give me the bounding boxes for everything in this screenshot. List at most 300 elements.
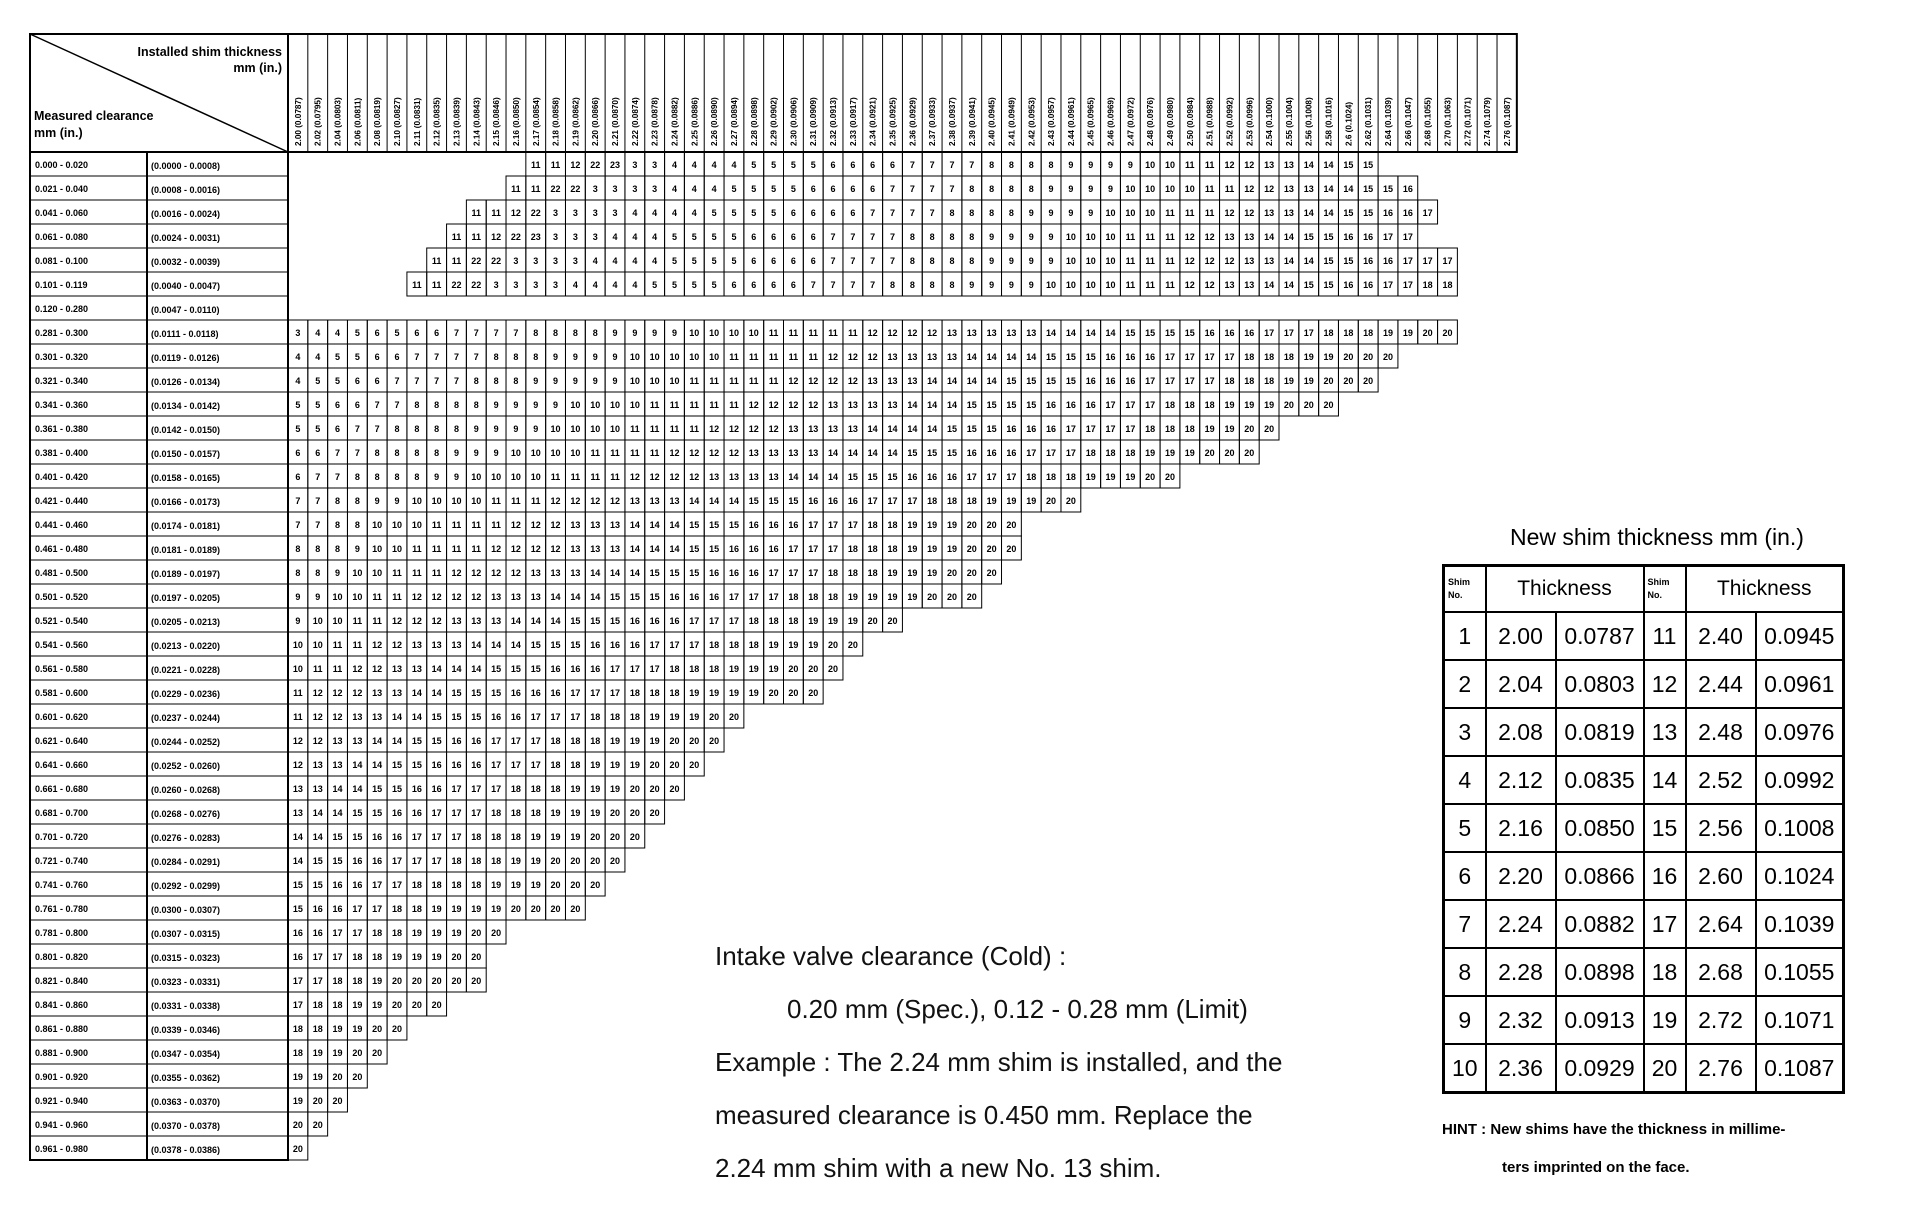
shim-number-value: 8 bbox=[949, 256, 955, 266]
shim-number-value: 14 bbox=[392, 712, 403, 722]
shim-number-value: 18 bbox=[312, 1000, 323, 1010]
shim-number-value: 9 bbox=[1048, 232, 1054, 242]
shim-number-value: 6 bbox=[434, 328, 440, 338]
thickness-in: 0.0913 bbox=[1556, 996, 1644, 1044]
shim-number-value: 17 bbox=[986, 472, 997, 482]
shim-number-value: 18 bbox=[352, 952, 363, 962]
shim-number-value: 11 bbox=[1125, 256, 1136, 266]
shim-number-value: 19 bbox=[431, 952, 442, 962]
shim-number-value: 12 bbox=[1204, 256, 1215, 266]
shim-number-value: 20 bbox=[411, 976, 422, 986]
shim-number-value: 9 bbox=[493, 448, 499, 458]
shim-number-value: 12 bbox=[292, 760, 303, 770]
shim-number: 5 bbox=[1444, 804, 1486, 852]
clearance-mm-label: 0.481 - 0.500 bbox=[35, 568, 89, 578]
shim-number-value: 3 bbox=[553, 208, 559, 218]
shim-number-value: 6 bbox=[751, 232, 757, 242]
shim-number-value: 8 bbox=[414, 424, 420, 434]
shim-number-value: 6 bbox=[335, 424, 341, 434]
shim-number-value: 16 bbox=[1085, 376, 1096, 386]
shim-number-value: 4 bbox=[652, 232, 658, 242]
clearance-in-label: (0.0174 - 0.0181) bbox=[151, 521, 221, 531]
thickness-mm: 2.16 bbox=[1486, 804, 1556, 852]
clearance-mm-label: 0.541 - 0.560 bbox=[35, 640, 89, 650]
shim-number-value: 11 bbox=[1165, 280, 1175, 290]
shim-number-value: 10 bbox=[1164, 160, 1175, 170]
installed-thickness-label: 2.48 (0.0976) bbox=[1146, 97, 1156, 146]
shim-number-value: 6 bbox=[354, 376, 360, 386]
shim-number-value: 12 bbox=[728, 448, 739, 458]
shim-number-value: 19 bbox=[1224, 424, 1235, 434]
shim-number-value: 17 bbox=[510, 736, 521, 746]
shim-number-value: 16 bbox=[392, 832, 403, 842]
shim-number-value: 7 bbox=[453, 376, 459, 386]
shim-number-value: 8 bbox=[394, 448, 400, 458]
shim-header-word-2: Shim bbox=[1647, 577, 1670, 587]
note-line-5: 2.24 mm shim with a new No. 13 shim. bbox=[715, 1153, 1162, 1183]
shim-number-value: 11 bbox=[729, 400, 739, 410]
shim-number-value: 19 bbox=[828, 616, 839, 626]
shim-number-value: 7 bbox=[870, 256, 876, 266]
shim-number-value: 12 bbox=[451, 568, 462, 578]
shim-number-value: 12 bbox=[689, 448, 700, 458]
shim-number-value: 17 bbox=[1303, 328, 1314, 338]
shim-number-value: 14 bbox=[828, 448, 839, 458]
shim-number-value: 3 bbox=[572, 232, 578, 242]
shim-number-value: 12 bbox=[332, 688, 343, 698]
shim-number-value: 6 bbox=[790, 232, 796, 242]
shim-number-value: 6 bbox=[790, 208, 796, 218]
shim-number-value: 13 bbox=[808, 448, 819, 458]
clearance-mm-label: 0.361 - 0.380 bbox=[35, 424, 89, 434]
shim-number-value: 10 bbox=[1125, 184, 1136, 194]
shim-number-value: 7 bbox=[830, 232, 836, 242]
shim-number-value: 4 bbox=[632, 280, 638, 290]
shim-number-value: 15 bbox=[372, 784, 383, 794]
shim-number-value: 19 bbox=[887, 568, 898, 578]
shim-number-value: 19 bbox=[728, 688, 739, 698]
shim-number-value: 16 bbox=[669, 616, 680, 626]
shim-number-value: 16 bbox=[1363, 256, 1374, 266]
shim-number-value: 17 bbox=[1085, 424, 1096, 434]
installed-thickness-label: 2.46 (0.0969) bbox=[1106, 97, 1116, 146]
installed-thickness-label: 2.02 (0.0795) bbox=[313, 97, 323, 146]
shim-number-value: 10 bbox=[748, 328, 759, 338]
hint-note bbox=[1442, 1111, 1904, 1187]
new-shim-row bbox=[1444, 1044, 1844, 1093]
shim-number: 12 bbox=[1644, 660, 1686, 708]
shim-number-value: 15 bbox=[292, 880, 303, 890]
shim-number-value: 13 bbox=[1224, 280, 1235, 290]
shim-number-value: 13 bbox=[550, 568, 561, 578]
shim-number-value: 15 bbox=[649, 568, 660, 578]
shim-number-value: 6 bbox=[850, 208, 856, 218]
corner-bottom-unit: mm (in.) bbox=[34, 126, 83, 140]
shim-number-value: 12 bbox=[927, 328, 938, 338]
shim-number-value: 11 bbox=[1165, 256, 1175, 266]
shim-number-value: 9 bbox=[1127, 160, 1133, 170]
shim-number-value: 16 bbox=[530, 688, 541, 698]
shim-number-value: 14 bbox=[1303, 208, 1314, 218]
shim-number-value: 5 bbox=[315, 400, 321, 410]
shim-number-value: 9 bbox=[969, 280, 975, 290]
shim-number-value: 12 bbox=[867, 328, 878, 338]
shim-number-value: 18 bbox=[590, 712, 601, 722]
shim-number-value: 7 bbox=[850, 232, 856, 242]
shim-number-value: 17 bbox=[1105, 400, 1116, 410]
shim-number-value: 7 bbox=[929, 184, 935, 194]
shim-number-value: 17 bbox=[292, 976, 303, 986]
shim-number-value: 13 bbox=[1264, 208, 1275, 218]
thickness-in: 0.0976 bbox=[1756, 708, 1844, 756]
shim-number-value: 10 bbox=[1105, 208, 1116, 218]
shim-number-value: 5 bbox=[711, 256, 717, 266]
shim-number-value: 14 bbox=[946, 376, 957, 386]
shim-number-value: 20 bbox=[431, 976, 442, 986]
thickness-in: 0.0850 bbox=[1556, 804, 1644, 852]
shim-number-value: 8 bbox=[890, 280, 896, 290]
shim-number-value: 18 bbox=[372, 928, 383, 938]
shim-number-value: 17 bbox=[1145, 376, 1156, 386]
shim-number-value: 22 bbox=[570, 184, 581, 194]
shim-number-value: 20 bbox=[1065, 496, 1076, 506]
shim-number-value: 17 bbox=[808, 520, 819, 530]
shim-number-value: 7 bbox=[354, 448, 360, 458]
shim-number-value: 14 bbox=[808, 472, 819, 482]
installed-thickness-label: 2.26 (0.0890) bbox=[710, 97, 720, 146]
shim-number-value: 13 bbox=[768, 448, 779, 458]
shim-number-value: 8 bbox=[1008, 208, 1014, 218]
shim-number-value: 16 bbox=[570, 664, 581, 674]
shim-number-value: 13 bbox=[590, 544, 601, 554]
shim-number-value: 18 bbox=[1125, 448, 1136, 458]
shim-number-value: 5 bbox=[731, 256, 737, 266]
shim-number-value: 13 bbox=[867, 376, 878, 386]
clearance-in-label: (0.0150 - 0.0157) bbox=[151, 449, 221, 459]
clearance-in-label: (0.0315 - 0.0323) bbox=[151, 953, 221, 963]
shim-number-value: 15 bbox=[610, 616, 621, 626]
shim-number-value: 13 bbox=[788, 424, 799, 434]
shim-number-value: 4 bbox=[632, 256, 638, 266]
shim-number-value: 8 bbox=[414, 448, 420, 458]
installed-thickness-label: 2.21 (0.0870) bbox=[611, 97, 621, 146]
shim-number-value: 14 bbox=[1343, 184, 1354, 194]
shim-number-value: 13 bbox=[907, 352, 918, 362]
shim-number-value: 19 bbox=[1026, 496, 1037, 506]
shim-number-value: 16 bbox=[1204, 328, 1215, 338]
shim-number-value: 8 bbox=[434, 400, 440, 410]
shim-number-value: 17 bbox=[689, 640, 700, 650]
shim-number-value: 3 bbox=[513, 280, 519, 290]
shim-number-value: 20 bbox=[372, 1024, 383, 1034]
shim-number-value: 20 bbox=[570, 856, 581, 866]
shim-number-value: 9 bbox=[612, 376, 618, 386]
shim-number-value: 12 bbox=[550, 496, 561, 506]
shim-number-value: 18 bbox=[828, 568, 839, 578]
shim-number-value: 3 bbox=[612, 208, 618, 218]
shim-number-value: 17 bbox=[847, 520, 858, 530]
shim-number-value: 17 bbox=[530, 736, 541, 746]
new-shim-row bbox=[1444, 804, 1844, 852]
shim-number-value: 9 bbox=[533, 400, 539, 410]
shim-number-value: 4 bbox=[652, 208, 658, 218]
shim-number-value: 7 bbox=[969, 160, 975, 170]
shim-number-value: 7 bbox=[850, 280, 856, 290]
new-shim-table bbox=[1442, 564, 1845, 1094]
shim-number: 14 bbox=[1644, 756, 1686, 804]
shim-number-value: 19 bbox=[649, 712, 660, 722]
installed-thickness-label: 2.52 (0.0992) bbox=[1225, 97, 1235, 146]
shim-number-value: 15 bbox=[1363, 184, 1374, 194]
shim-number-value: 10 bbox=[1145, 184, 1156, 194]
clearance-mm-label: 0.021 - 0.040 bbox=[35, 184, 89, 194]
shim-number-value: 18 bbox=[1442, 280, 1453, 290]
new-shim-table-header bbox=[1444, 566, 1844, 613]
shim-number-value: 3 bbox=[533, 280, 539, 290]
shim-number-value: 15 bbox=[927, 448, 938, 458]
shim-number-value: 12 bbox=[828, 376, 839, 386]
thickness-in: 0.0898 bbox=[1556, 948, 1644, 996]
shim-number-value: 16 bbox=[907, 472, 918, 482]
clearance-mm-label: 0.701 - 0.720 bbox=[35, 832, 89, 842]
shim-number-value: 12 bbox=[1244, 184, 1255, 194]
shim-number-value: 18 bbox=[550, 784, 561, 794]
shim-number-value: 10 bbox=[491, 472, 502, 482]
shim-number-value: 17 bbox=[1402, 256, 1413, 266]
shim-number-value: 5 bbox=[671, 232, 677, 242]
shim-number-value: 16 bbox=[689, 592, 700, 602]
shim-number-value: 19 bbox=[1184, 448, 1195, 458]
shim-number-value: 19 bbox=[907, 520, 918, 530]
shim-number-value: 6 bbox=[830, 184, 836, 194]
clearance-in-label: (0.0126 - 0.0134) bbox=[151, 377, 221, 387]
shim-number-value: 11 bbox=[1204, 184, 1215, 194]
shim-number-value: 20 bbox=[590, 832, 601, 842]
shim-number-value: 4 bbox=[671, 208, 677, 218]
thickness-in: 0.1008 bbox=[1756, 804, 1844, 852]
shim-number-value: 17 bbox=[1125, 424, 1136, 434]
shim-number-value: 13 bbox=[649, 496, 660, 506]
shim-number-value: 17 bbox=[491, 760, 502, 770]
installed-thickness-label: 2.15 (0.0846) bbox=[492, 97, 502, 146]
shim-number-value: 11 bbox=[1145, 280, 1155, 290]
shim-number-value: 16 bbox=[292, 952, 303, 962]
shim-number-value: 14 bbox=[610, 568, 621, 578]
shim-number-value: 9 bbox=[533, 424, 539, 434]
shim-number-value: 10 bbox=[649, 352, 660, 362]
shim-number-value: 14 bbox=[709, 496, 720, 506]
shim-number-value: 14 bbox=[471, 640, 482, 650]
shim-number-value: 20 bbox=[669, 784, 680, 794]
shim-number-value: 16 bbox=[1085, 400, 1096, 410]
shim-number-value: 5 bbox=[315, 424, 321, 434]
shim-number-value: 3 bbox=[533, 256, 539, 266]
clearance-mm-label: 0.801 - 0.820 bbox=[35, 952, 89, 962]
shim-number-value: 9 bbox=[632, 328, 638, 338]
shim-number-value: 18 bbox=[510, 784, 521, 794]
shim-number-value: 14 bbox=[986, 352, 997, 362]
shim-number-value: 15 bbox=[966, 424, 977, 434]
shim-number-value: 16 bbox=[352, 856, 363, 866]
shim-number-value: 20 bbox=[1343, 376, 1354, 386]
shim-number-value: 11 bbox=[471, 520, 482, 530]
shim-number-value: 19 bbox=[530, 856, 541, 866]
shim-number-value: 12 bbox=[312, 688, 323, 698]
shim-number-value: 19 bbox=[1264, 400, 1275, 410]
clearance-mm-label: 0.661 - 0.680 bbox=[35, 784, 89, 794]
shim-number-value: 15 bbox=[768, 496, 779, 506]
shim-number-value: 7 bbox=[295, 520, 301, 530]
shim-number-value: 18 bbox=[847, 544, 858, 554]
shim-number-value: 13 bbox=[986, 328, 997, 338]
shim-number: 2 bbox=[1444, 660, 1486, 708]
shim-number-value: 7 bbox=[909, 184, 915, 194]
shim-number-value: 15 bbox=[1065, 352, 1076, 362]
clearance-in-label: (0.0252 - 0.0260) bbox=[151, 761, 221, 771]
shim-number-value: 9 bbox=[1068, 208, 1074, 218]
shim-number-value: 12 bbox=[491, 568, 502, 578]
shim-number-value: 19 bbox=[570, 808, 581, 818]
installed-thickness-label: 2.42 (0.0953) bbox=[1027, 97, 1037, 146]
clearance-in-label: (0.0032 - 0.0039) bbox=[151, 257, 221, 267]
shim-number-value: 15 bbox=[1323, 232, 1334, 242]
shim-number-value: 14 bbox=[372, 760, 383, 770]
thickness-mm: 2.68 bbox=[1686, 948, 1756, 996]
shim-number-value: 12 bbox=[1244, 160, 1255, 170]
shim-number-value: 6 bbox=[751, 256, 757, 266]
shim-number-value: 20 bbox=[530, 904, 541, 914]
thickness-in: 0.1024 bbox=[1756, 852, 1844, 900]
shim-number-value: 18 bbox=[510, 808, 521, 818]
no-header-word: No. bbox=[1448, 590, 1463, 600]
shim-number-value: 18 bbox=[887, 520, 898, 530]
thickness-in: 0.0835 bbox=[1556, 756, 1644, 804]
shim-number-value: 6 bbox=[374, 352, 380, 362]
shim-number-value: 9 bbox=[533, 376, 539, 386]
shim-number-value: 20 bbox=[966, 568, 977, 578]
installed-thickness-label: 2.43 (0.0957) bbox=[1047, 97, 1057, 146]
shim-number-value: 19 bbox=[550, 808, 561, 818]
shim-number-value: 17 bbox=[590, 688, 601, 698]
shim-number: 15 bbox=[1644, 804, 1686, 852]
clearance-mm-label: 0.521 - 0.540 bbox=[35, 616, 89, 626]
clearance-mm-label: 0.321 - 0.340 bbox=[35, 376, 89, 386]
shim-number-value: 17 bbox=[292, 1000, 303, 1010]
shim-number-value: 13 bbox=[530, 568, 541, 578]
clearance-mm-label: 0.301 - 0.320 bbox=[35, 352, 89, 362]
new-shim-row bbox=[1444, 852, 1844, 900]
shim-number-value: 11 bbox=[412, 280, 422, 290]
shim-number-value: 16 bbox=[1046, 400, 1057, 410]
shim-number-value: 14 bbox=[828, 472, 839, 482]
shim-number-value: 12 bbox=[491, 544, 502, 554]
shim-number-value: 17 bbox=[610, 688, 621, 698]
installed-thickness-label: 2.10 (0.0827) bbox=[393, 97, 403, 146]
shim-number-value: 20 bbox=[629, 832, 640, 842]
shim-number-value: 4 bbox=[632, 232, 638, 242]
shim-number-value: 4 bbox=[315, 328, 321, 338]
shim-number-value: 10 bbox=[1105, 232, 1116, 242]
shim-number-value: 14 bbox=[887, 448, 898, 458]
shim-number-value: 7 bbox=[434, 376, 440, 386]
shim-number-value: 16 bbox=[728, 568, 739, 578]
shim-number-value: 18 bbox=[966, 496, 977, 506]
shim-number-value: 4 bbox=[295, 352, 301, 362]
shim-number-value: 14 bbox=[590, 592, 601, 602]
shim-number-value: 11 bbox=[689, 424, 700, 434]
shim-number-value: 19 bbox=[1244, 400, 1255, 410]
shim-number-value: 8 bbox=[414, 400, 420, 410]
shim-number-value: 8 bbox=[592, 328, 598, 338]
shim-number-value: 17 bbox=[1164, 352, 1175, 362]
shim-number-value: 16 bbox=[451, 736, 462, 746]
shim-number-value: 20 bbox=[372, 1048, 383, 1058]
shim-number-value: 16 bbox=[1363, 280, 1374, 290]
shim-number-value: 11 bbox=[471, 208, 482, 218]
installed-thickness-label: 2.27 (0.0894) bbox=[729, 97, 739, 146]
shim-number: 18 bbox=[1644, 948, 1686, 996]
clearance-in-label: (0.0197 - 0.0205) bbox=[151, 593, 221, 603]
shim-number-value: 11 bbox=[669, 400, 680, 410]
shim-number-value: 10 bbox=[1065, 256, 1076, 266]
shim-number-value: 14 bbox=[907, 424, 918, 434]
shim-number-value: 19 bbox=[768, 664, 779, 674]
shim-number-value: 20 bbox=[828, 664, 839, 674]
shim-number-value: 6 bbox=[810, 208, 816, 218]
shim-number-value: 8 bbox=[949, 280, 955, 290]
shim-number-value: 10 bbox=[530, 448, 541, 458]
shim-number-value: 20 bbox=[1006, 520, 1017, 530]
shim-number-value: 5 bbox=[295, 424, 301, 434]
installed-thickness-label: 2.33 (0.0917) bbox=[848, 97, 858, 146]
shim-number-value: 16 bbox=[590, 640, 601, 650]
installed-thickness-label: 2.19 (0.0862) bbox=[571, 97, 581, 146]
thickness-in: 0.0961 bbox=[1756, 660, 1844, 708]
shim-number-value: 13 bbox=[1264, 256, 1275, 266]
shim-number-value: 4 bbox=[612, 232, 618, 242]
shim-number-value: 15 bbox=[709, 544, 720, 554]
shim-number-value: 14 bbox=[332, 808, 343, 818]
shim-number-value: 6 bbox=[790, 280, 796, 290]
shim-number-value: 17 bbox=[1383, 280, 1394, 290]
shim-number-value: 17 bbox=[491, 784, 502, 794]
shim-number-value: 19 bbox=[1145, 448, 1156, 458]
shim-number-value: 12 bbox=[847, 376, 858, 386]
shim-number-value: 7 bbox=[374, 400, 380, 410]
shim-number-value: 4 bbox=[711, 184, 717, 194]
shim-number-value: 15 bbox=[689, 520, 700, 530]
shim-number-value: 5 bbox=[771, 208, 777, 218]
shim-number-value: 12 bbox=[887, 328, 898, 338]
shim-number-value: 20 bbox=[1343, 352, 1354, 362]
shim-number-value: 12 bbox=[1204, 280, 1215, 290]
clearance-in-label: (0.0307 - 0.0315) bbox=[151, 929, 221, 939]
shim-number-value: 15 bbox=[946, 448, 957, 458]
shim-number-value: 19 bbox=[610, 760, 621, 770]
installed-thickness-label: 2.13 (0.0839) bbox=[452, 97, 462, 146]
clearance-in-label: (0.0237 - 0.0244) bbox=[151, 713, 221, 723]
shim-number: 3 bbox=[1444, 708, 1486, 756]
shim-number-value: 10 bbox=[451, 496, 462, 506]
shim-number-value: 15 bbox=[411, 736, 422, 746]
shim-number-value: 5 bbox=[731, 184, 737, 194]
shim-number-value: 11 bbox=[808, 328, 818, 338]
shim-number-value: 18 bbox=[629, 688, 640, 698]
shim-number-value: 19 bbox=[451, 928, 462, 938]
shim-number-value: 4 bbox=[592, 256, 598, 266]
shim-number-value: 17 bbox=[451, 808, 462, 818]
shim-number-value: 8 bbox=[354, 520, 360, 530]
